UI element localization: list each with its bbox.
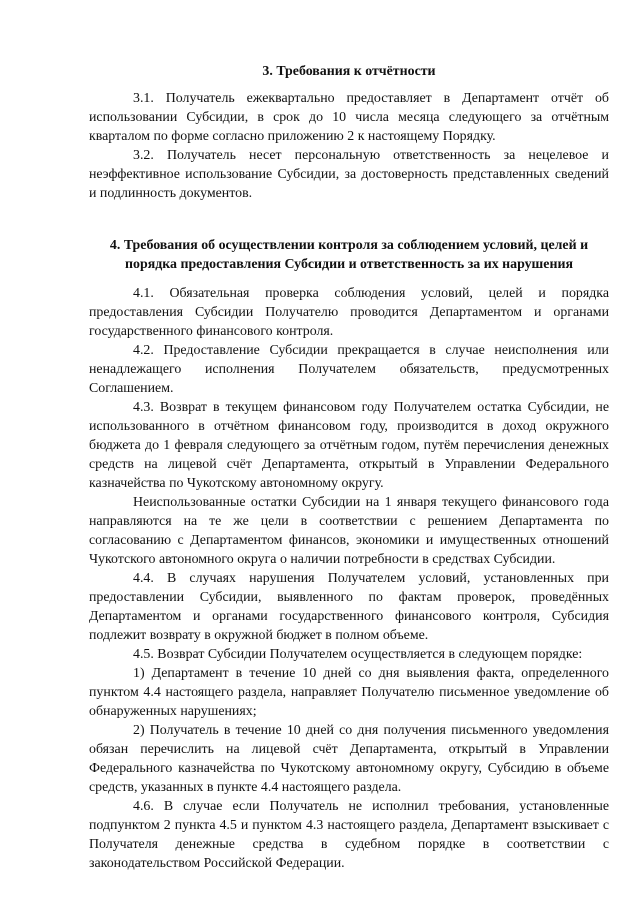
paragraph-4-6: 4.6. В случае если Получатель не исполнил требования, установленные подпунктом 2 пункта 4.5 и пунктом 4.3 настоящего раздела, Департамент взыскивает с Получателя денежные средства в судебном порядке в соответствии с законодательством Российской Федерации. [89, 799, 609, 871]
paragraph-4-1: 4.1. Обязательная проверка соблюдения условий, целей и порядка предоставления Субсидии Получателю проводится Департаментом и органами государственного финансового контроля. [89, 286, 609, 339]
paragraph-4-5-item-1: 1) Департамент в течение 10 дней со дня выявления факта, определенного пунктом 4.4 настоящего раздела, направляет Получателю письменное уведомление об обнаруженных нарушениях; [89, 666, 609, 719]
paragraph-4-3: 4.3. Возврат в текущем финансовом году Получателем остатка Субсидии, не использованного в отчётном финансовом году, производится в доход окружного бюджета до 1 февраля следующего за отчётным годом, путём перечисления денежных средств на лицевой счёт Департамента, открытый в Управлении Федерального казначейства по Чукотскому автономному округу. [89, 400, 609, 491]
paragraph-4-2: 4.2. Предоставление Субсидии прекращается в случае неисполнения или ненадлежащего исполнения Получателем обязательств, предусмотренных Соглашением. [89, 343, 609, 396]
paragraph-3-1: 3.1. Получатель ежеквартально предоставляет в Департамент отчёт об использовании Субсидии, в срок до 10 числа месяца следующего за отчётным кварталом по форме согласно приложению 2 к настоящему Порядку. [89, 91, 609, 144]
paragraph-4-4: 4.4. В случаях нарушения Получателем условий, установленных при предоставлении Субсидии, выявленного по фактам проверок, проведённых Департаментом и органами государственного финансового контроля, Субсидия подлежит возврату в окружной бюджет в полном объеме. [89, 571, 609, 643]
paragraph-4-3-remainders: Неиспользованные остатки Субсидии на 1 января текущего финансового года направляются на те же цели в соответствии с решением Департамента по согласованию с Департаментом финансов, экономики и имущественных отношений Чукотского автономного округа о наличии потребности в средствах Субсидии. [89, 495, 609, 567]
section-3-heading: 3. Требования к отчётности [262, 64, 436, 79]
paragraph-3-2: 3.2. Получатель несет персональную ответственность за нецелевое и неэффективное использование Субсидии, за достоверность представленных сведений и подлинность документов. [89, 148, 609, 201]
section-4-heading: 4. Требования об осуществлении контроля за соблюдением условий, целей и порядка предоставления Субсидии и ответственность за их нарушения [109, 238, 589, 272]
paragraph-4-5-item-2: 2) Получатель в течение 10 дней со дня получения письменного уведомления обязан перечислить на лицевой счёт Департамента, открытый в Управлении Федерального казначейства по Чукотскому автономному округу, Субсидию в объеме средств, указанных в пункте 4.4 настоящего раздела. [89, 723, 609, 795]
paragraph-4-5: 4.5. Возврат Субсидии Получателем осуществляется в следующем порядке: [133, 647, 583, 662]
